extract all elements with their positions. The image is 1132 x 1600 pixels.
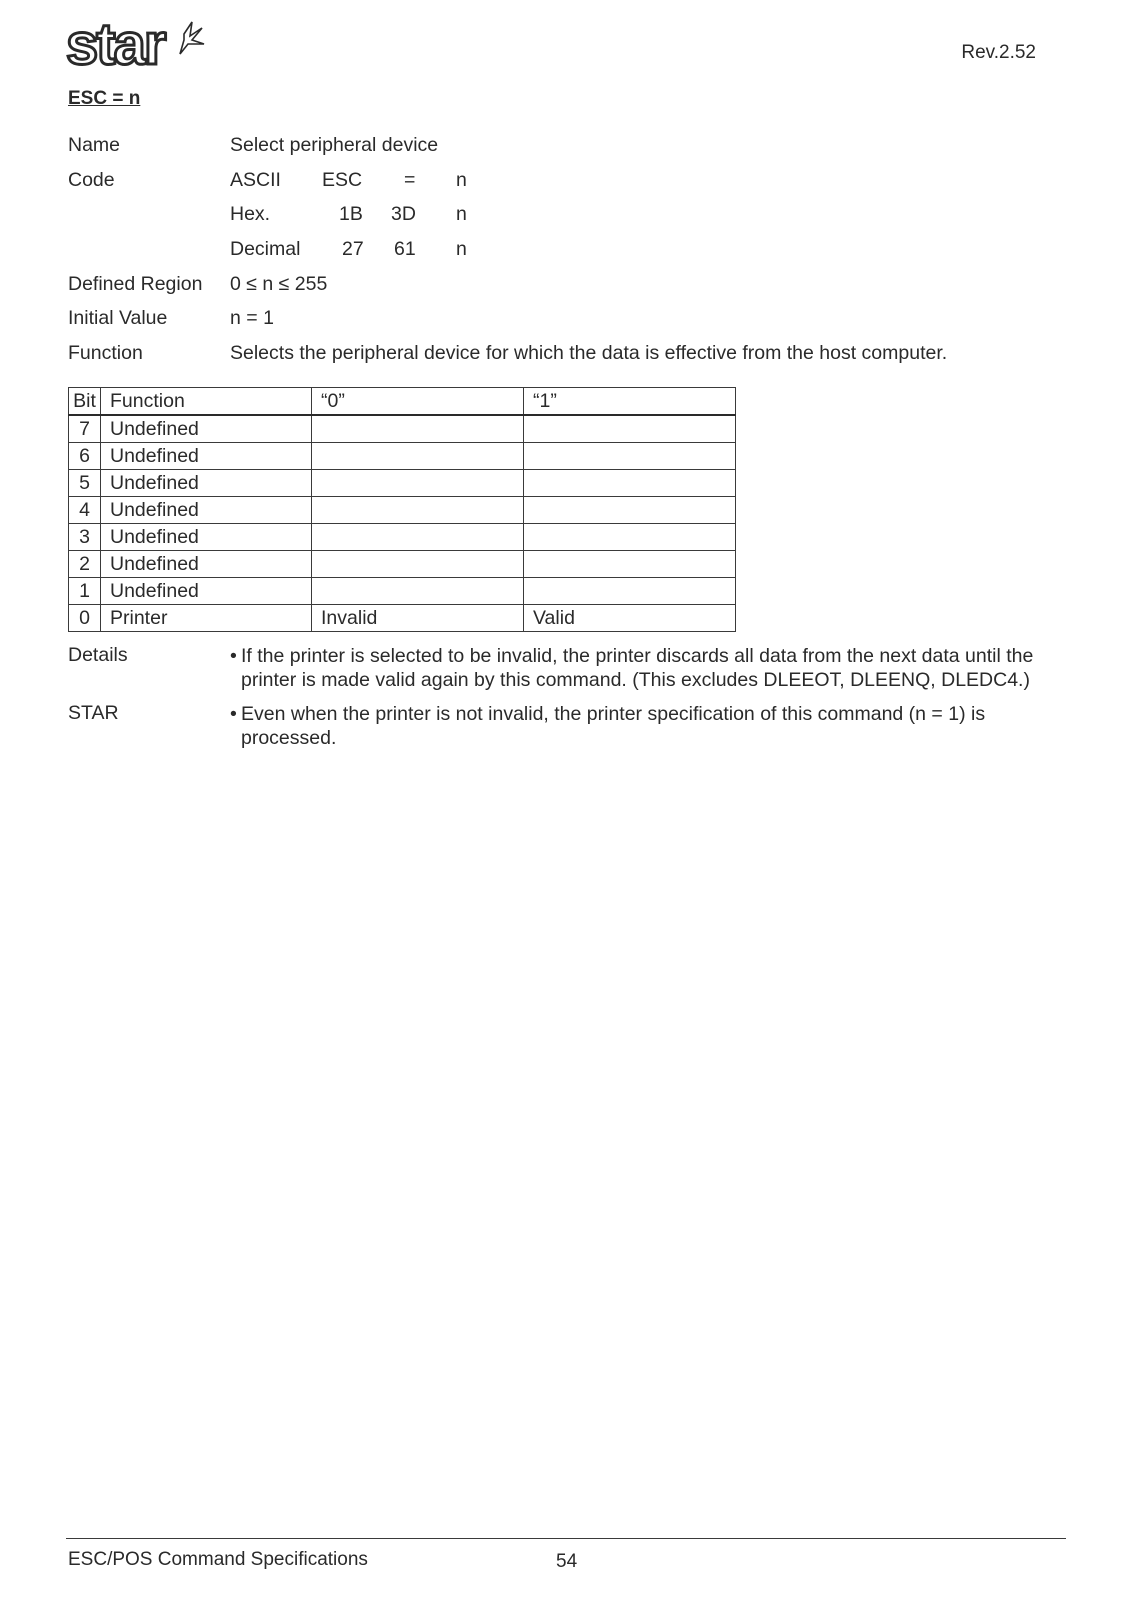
name-label: Name	[68, 134, 121, 156]
zero-cell	[312, 415, 524, 443]
function-cell: Undefined	[101, 443, 312, 470]
bit-cell: 4	[69, 497, 101, 524]
footer-divider	[66, 1538, 1066, 1539]
function-value: Selects the peripheral device for which the data is effective from the host computer.	[230, 342, 948, 364]
details-note	[230, 644, 1060, 692]
one-cell	[524, 415, 736, 443]
table-row	[69, 524, 736, 551]
table-row	[69, 497, 736, 524]
header-zero: “0”	[312, 388, 524, 416]
zero-cell	[312, 524, 524, 551]
one-cell	[524, 443, 736, 470]
one-cell	[524, 524, 736, 551]
star-label: STAR	[68, 702, 119, 724]
bit-cell: 0	[69, 605, 101, 632]
function-cell: Undefined	[101, 578, 312, 605]
header-bit: Bit	[69, 388, 101, 416]
code-decimal-n: n	[456, 238, 467, 260]
footer-doc-title: ESC/POS Command Specifications	[68, 1549, 368, 1570]
code-hex-1b: 1B	[339, 203, 363, 225]
table-row	[69, 605, 736, 632]
zero-cell	[312, 497, 524, 524]
defined-region-label: Defined Region	[68, 273, 203, 295]
bit-cell: 3	[69, 524, 101, 551]
one-cell	[524, 551, 736, 578]
footer-page-number: 54	[556, 1551, 578, 1572]
star-text: Even when the printer is not invalid, the printer specification of this command (n = 1) is processed.	[241, 703, 986, 749]
zero-cell	[312, 578, 524, 605]
details-text: If the printer is selected to be invalid, the printer discards all data from the next data until the printer is made valid again by this command. (This excludes DLEEOT, DLEENQ, DLEDC4.)	[241, 645, 1034, 691]
code-decimal-61: 61	[394, 238, 416, 260]
zero-cell: Invalid	[312, 605, 524, 632]
function-cell: Undefined	[101, 415, 312, 443]
code-decimal-label: Decimal	[230, 238, 301, 260]
one-cell	[524, 470, 736, 497]
function-cell: Undefined	[101, 470, 312, 497]
code-decimal-27: 27	[342, 238, 364, 260]
zero-cell	[312, 443, 524, 470]
header-function: Function	[101, 388, 312, 416]
function-cell: Printer	[101, 605, 312, 632]
bit-cell: 6	[69, 443, 101, 470]
function-cell: Undefined	[101, 551, 312, 578]
code-ascii-label: ASCII	[230, 169, 281, 191]
initial-value-label: Initial Value	[68, 307, 168, 329]
code-label: Code	[68, 169, 115, 191]
bullet-icon: •	[230, 703, 237, 725]
table-row	[69, 443, 736, 470]
code-hex-3d: 3D	[391, 203, 416, 225]
header-one: “1”	[524, 388, 736, 416]
revision-label: Rev.2.52	[961, 42, 1036, 63]
code-hex-n: n	[456, 203, 467, 225]
bit-cell: 5	[69, 470, 101, 497]
function-cell: Undefined	[101, 497, 312, 524]
bit-cell: 2	[69, 551, 101, 578]
zero-cell	[312, 470, 524, 497]
table-row	[69, 470, 736, 497]
details-label: Details	[68, 644, 128, 666]
one-cell	[524, 578, 736, 605]
star-note	[230, 702, 1060, 750]
name-value: Select peripheral device	[230, 134, 439, 156]
table-row	[69, 415, 736, 443]
initial-value-value: n = 1	[230, 307, 274, 329]
defined-region-value: 0 ≤ n ≤ 255	[230, 273, 328, 295]
command-title: ESC = n	[68, 88, 141, 109]
one-cell: Valid	[524, 605, 736, 632]
code-ascii-n: n	[456, 169, 467, 191]
one-cell	[524, 497, 736, 524]
code-ascii-esc: ESC	[322, 169, 363, 191]
bullet-icon: •	[230, 645, 237, 667]
bit-table	[68, 387, 736, 632]
star-logo	[66, 14, 206, 72]
svg-text:star: star	[66, 14, 165, 72]
table-row	[69, 578, 736, 605]
function-cell: Undefined	[101, 524, 312, 551]
function-label: Function	[68, 342, 143, 364]
table-header-row	[69, 388, 736, 416]
code-hex-label: Hex.	[230, 203, 271, 225]
bit-cell: 1	[69, 578, 101, 605]
zero-cell	[312, 551, 524, 578]
table-row	[69, 551, 736, 578]
code-ascii-equals: =	[404, 169, 416, 191]
bit-cell: 7	[69, 415, 101, 443]
